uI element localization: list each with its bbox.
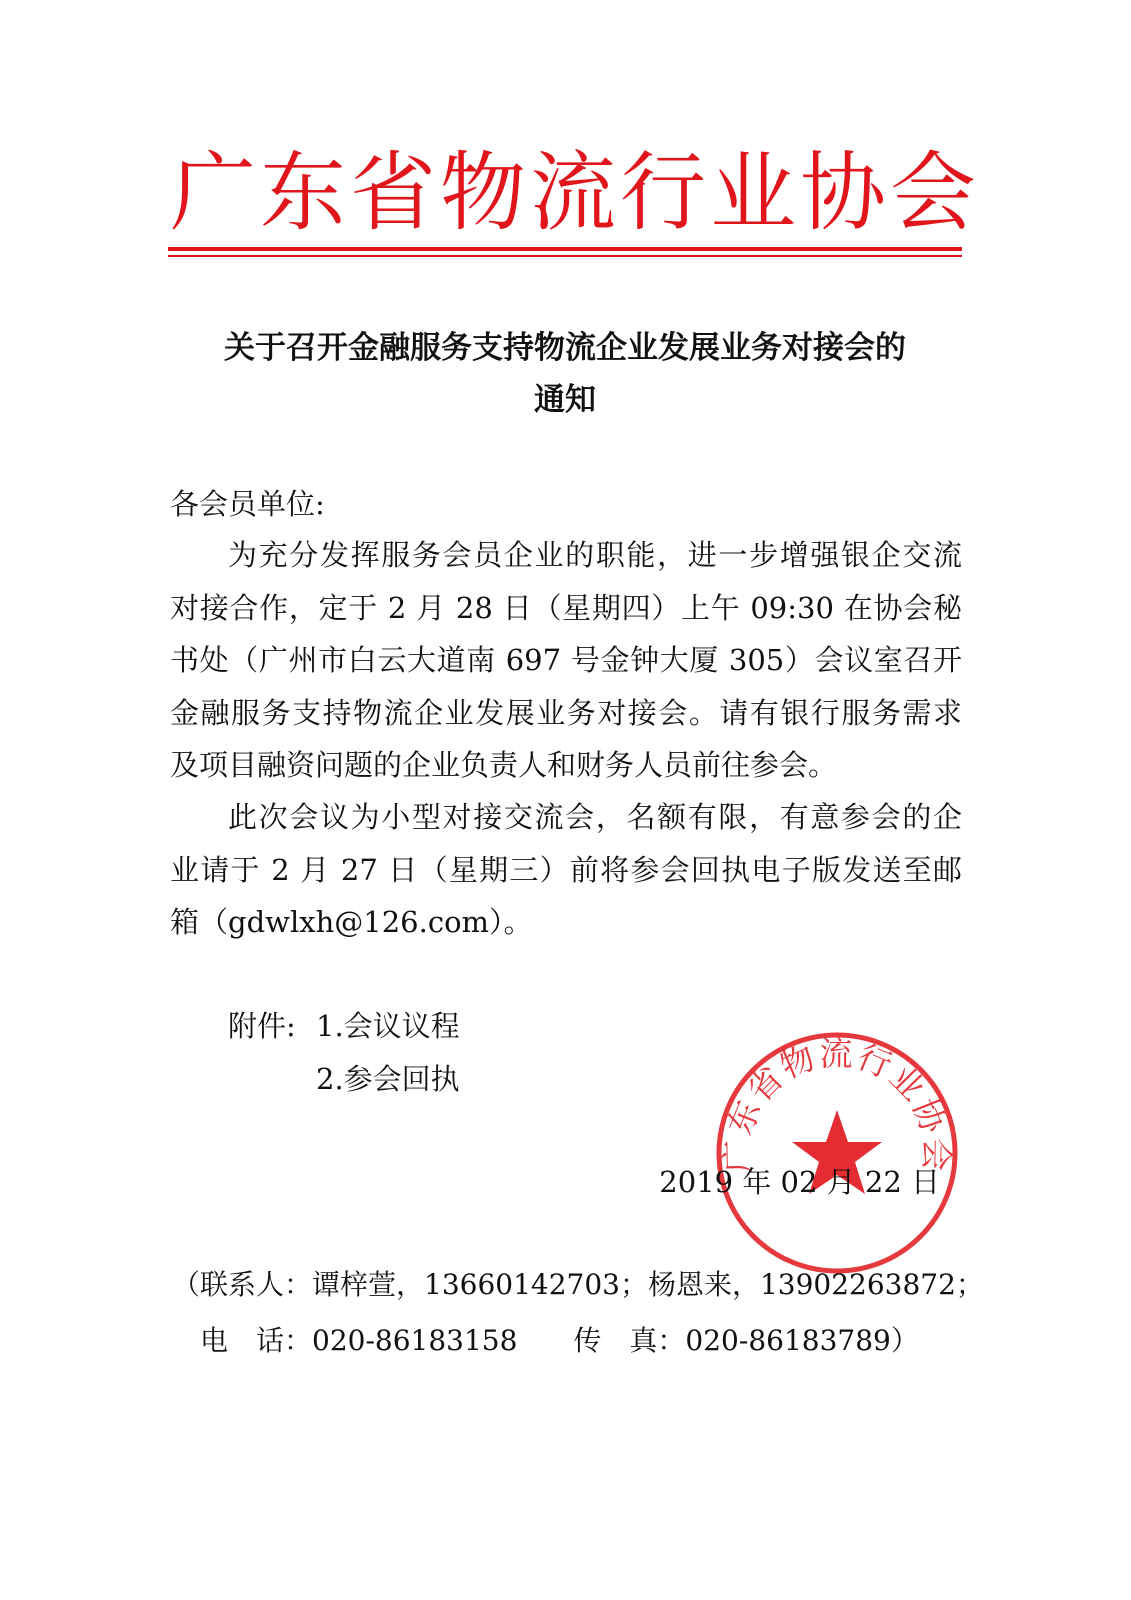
letterhead-rule-thick xyxy=(168,247,962,251)
paragraph1-line5: 及项目融资问题的企业负责人和财务人员前往参会。 xyxy=(170,748,838,782)
contacts-line2: 电 话：020-86183158 传 真：020-86183789） xyxy=(200,1324,919,1357)
notice-date: 2019 年 02 月 22 日 xyxy=(659,1165,940,1199)
letterhead-org-name: 广东省物流行业协会 xyxy=(170,143,980,243)
paragraph2-line3: 箱（gdwlxh@126.com）。 xyxy=(170,905,533,939)
notice-title-line2: 通知 xyxy=(534,382,596,418)
attachment-item-1: 1.会议议程 xyxy=(316,1009,460,1043)
paragraph1-line2: 对接合作，定于 2 月 28 日（星期四）上午 09:30 在协会秘 xyxy=(170,591,962,625)
notice-title-line1: 关于召开金融服务支持物流企业发展业务对接会的 xyxy=(224,330,906,366)
paragraph2-line1: 此次会议为小型对接交流会，名额有限，有意参会的企 xyxy=(228,800,962,834)
salutation: 各会员单位: xyxy=(170,487,325,521)
letterhead-rule-thin xyxy=(168,255,962,257)
paragraph1-line4: 金融服务支持物流企业发展业务对接会。请有银行服务需求 xyxy=(170,696,962,730)
paragraph1-line1: 为充分发挥服务会员企业的职能，进一步增强银企交流 xyxy=(228,538,962,572)
attachment-item-2: 2.参会回执 xyxy=(316,1062,460,1096)
official-seal xyxy=(712,1028,962,1278)
paragraph2-line2: 业请于 2 月 27 日（星期三）前将参会回执电子版发送至邮 xyxy=(170,853,962,887)
paragraph1-line3: 书处（广州市白云大道南 697 号金钟大厦 305）会议室召开 xyxy=(170,643,962,677)
contacts-line1: （联系人：谭梓萱，13660142703；杨恩来，13902263872； xyxy=(172,1268,984,1301)
seal-text: 广东省物流行业协会 xyxy=(717,1034,957,1174)
attachments-label: 附件: xyxy=(228,1009,296,1043)
